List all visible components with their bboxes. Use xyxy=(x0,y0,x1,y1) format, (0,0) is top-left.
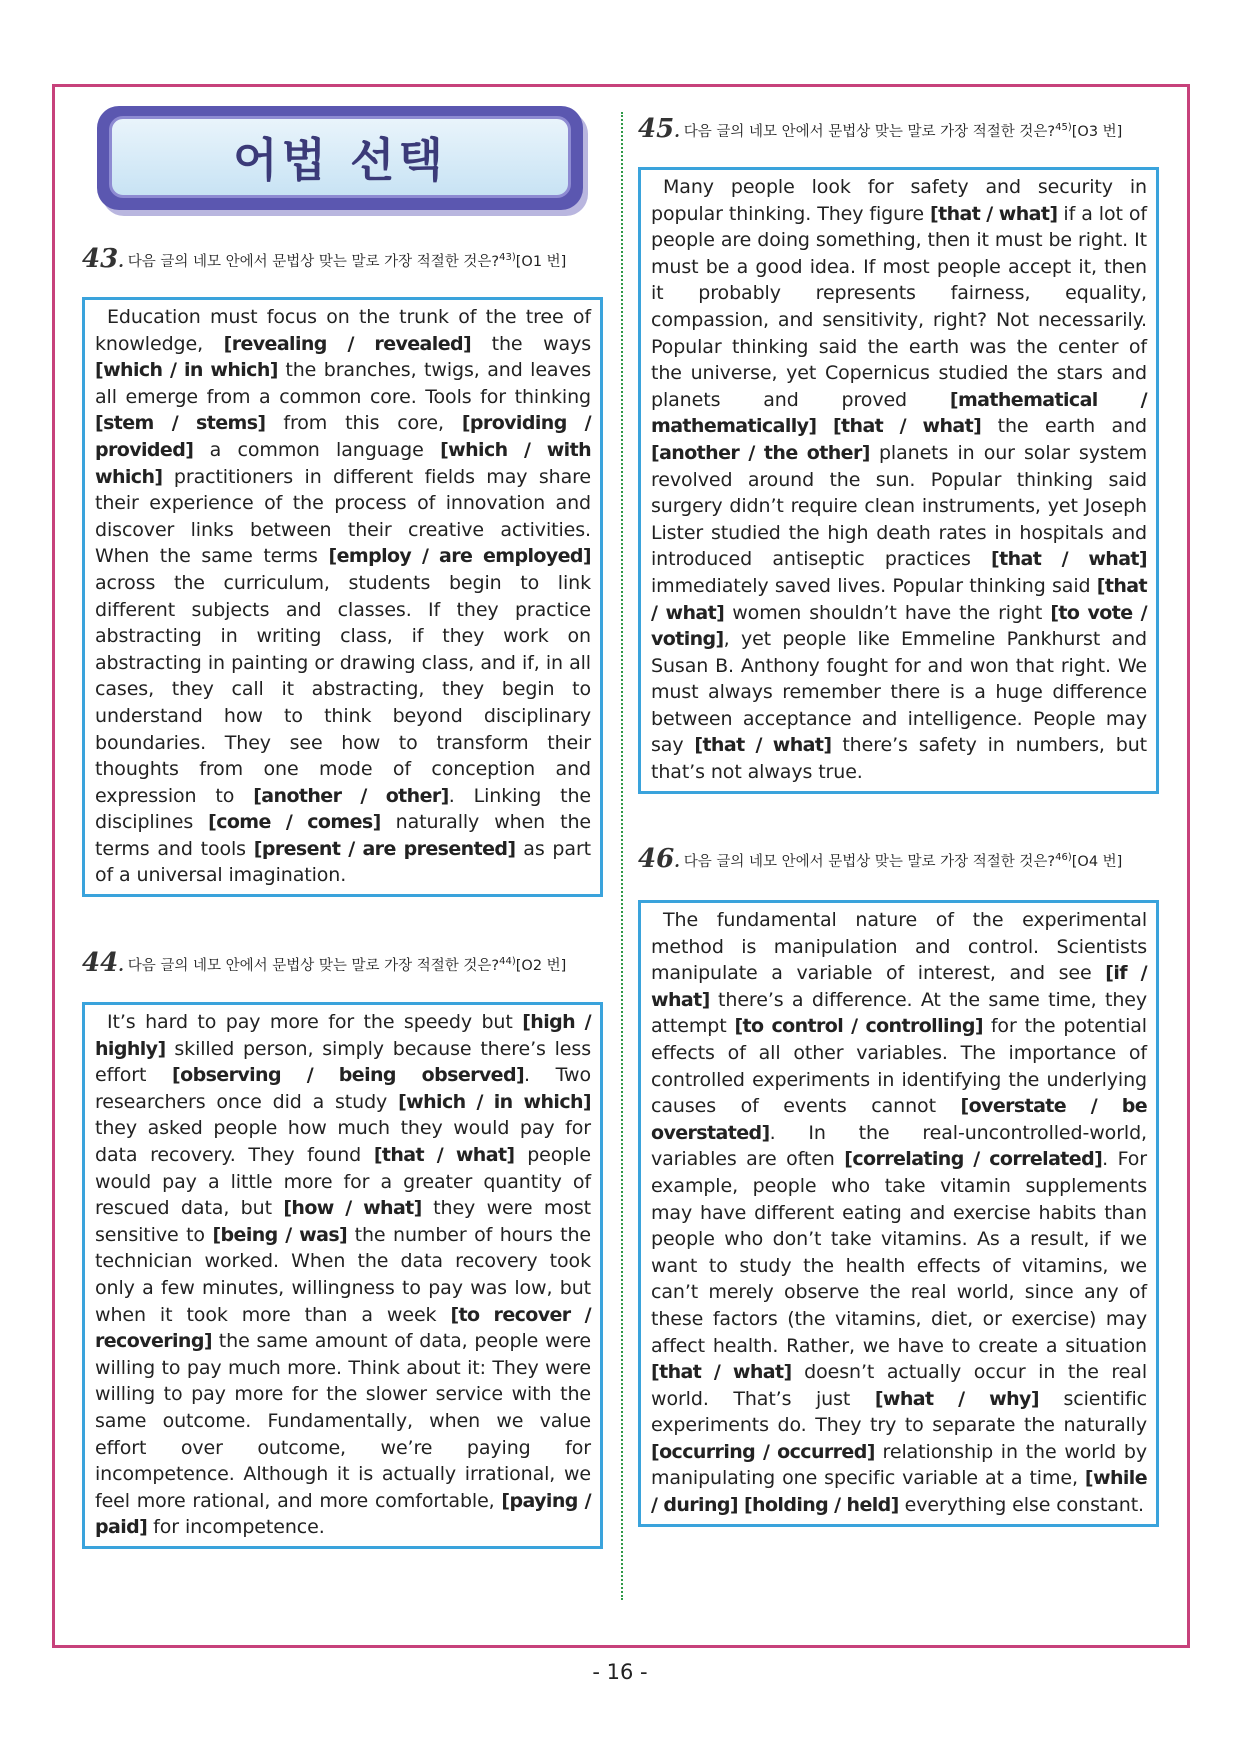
grammar-choice: [paying / paid] xyxy=(95,1489,591,1539)
grammar-choice: [another / other] xyxy=(253,784,449,807)
question-header xyxy=(82,246,608,275)
grammar-choice: [holding / held] xyxy=(743,1494,899,1517)
grammar-choice: [stem / stems] xyxy=(95,412,266,435)
passage-box xyxy=(638,900,1159,1527)
passage-text: Education must focus on the trunk of the tree of knowledge, [revealing / revealed] the ways [which / in which] the branches, twigs, and leaves all emerge from a common core. Tools for thinking [stem / stems] from this core, [providing / provided] a common language [which / with which] practitioners in different fields may share their experience of the process of innovation and discover links between their creative activities. When the same terms [employ / are employed] across the curriculum, students begin to link different subjects and classes. If they practice abstracting in writing class, if they work on abstracting in painting or drawing class, and if, in all cases, they call it abstracting, they begin to understand how to think beyond disciplinary boundaries. They see how to transform their thoughts from one mode of conception and expression to [another / other]. Linking the disciplines [come / comes] naturally when the terms and tools [present / are presented] as part of a universal imagination. xyxy=(95,306,592,887)
question-number: 45. xyxy=(638,114,680,144)
grammar-choice: [being / was] xyxy=(212,1223,348,1246)
section-banner-inner xyxy=(109,116,571,198)
question-number: 46. xyxy=(638,844,680,874)
grammar-choice: [overstate / be overstated] xyxy=(651,1095,1148,1144)
grammar-choice: [another / the other] xyxy=(651,441,870,464)
grammar-choice: [how / what] xyxy=(283,1197,422,1220)
grammar-choice: [that / what] xyxy=(651,1361,792,1384)
grammar-choice: [come / comes] xyxy=(208,811,381,834)
grammar-choice: [which / in which] xyxy=(398,1090,592,1113)
grammar-choice: [while / during] xyxy=(651,1467,1147,1517)
grammar-choice: [which / with which] xyxy=(95,438,591,488)
grammar-choice: [that / what] xyxy=(832,415,982,438)
grammar-choice: [to control / controlling] xyxy=(734,1015,983,1038)
section-title: 어법 선택 xyxy=(233,133,447,187)
grammar-choice: [present / are presented] xyxy=(253,837,516,860)
grammar-choice: [providing / provided] xyxy=(95,412,591,461)
question-header xyxy=(638,116,1164,145)
grammar-choice: [revealing / revealed] xyxy=(223,332,472,355)
section-banner xyxy=(97,106,583,210)
column-divider xyxy=(621,112,623,1600)
question-prompt: 다음 글의 네모 안에서 문법상 맞는 말로 가장 적절한 것은?$^{43)}$[O1 번] xyxy=(127,252,567,270)
grammar-choice: [occurring / occurred] xyxy=(651,1440,875,1463)
question-prompt: 다음 글의 네모 안에서 문법상 맞는 말로 가장 적절한 것은?$^{45)}$[O3 번] xyxy=(683,122,1123,140)
grammar-choice: [that / what] xyxy=(373,1143,515,1166)
grammar-choice: [that / what] xyxy=(991,548,1147,571)
grammar-choice: [if / what] xyxy=(651,962,1147,1011)
grammar-choice: [employ / are employed] xyxy=(328,545,592,568)
passage-box xyxy=(82,297,603,897)
grammar-choice: [observing / being observed] xyxy=(172,1064,525,1087)
grammar-choice: [correlating / correlated] xyxy=(844,1148,1103,1171)
grammar-choice: [that / what] xyxy=(651,574,1147,624)
question-header xyxy=(82,950,608,979)
question-prompt: 다음 글의 네모 안에서 문법상 맞는 말로 가장 적절한 것은?$^{44)}$[O2 번] xyxy=(127,956,567,974)
passage-box xyxy=(82,1002,603,1549)
page-number: - 16 - xyxy=(592,1660,648,1684)
grammar-choice: [mathematical / mathematically] xyxy=(651,388,1147,438)
grammar-choice: [to recover / recovering] xyxy=(95,1303,591,1353)
grammar-choice: [that / what] xyxy=(930,202,1058,225)
passage-text: Many people look for safety and security in popular thinking. They figure [that / what] if a lot of people are doing something, then it must be right. It must be a good idea. If most people accept it, then it probably represents fairness, equality, compassion, and sensitivity, right? Not necessarily. Popular thinking said the earth was the center of the universe, yet Copernicus studied the stars and planets and proved [mathematical / mathematically] [that / what] the earth and [another / the other] planets in our solar system revolved around the sun. Popular thinking said surgery didn’t require clean instruments, yet Joseph Lister studied the high death rates in hospitals and introduced antiseptic practices [that / what] immediately saved lives. Popular thinking said [that / what] women shouldn’t have the right [to vote / voting], yet people like Emmeline Pankhurst and Susan B. Anthony fought for and won that right. We must always remember there is a huge difference between acceptance and intelligence. People may say [that / what] there’s safety in numbers, but that’s not always true. xyxy=(651,176,1147,784)
question-number: 43. xyxy=(82,244,124,274)
grammar-choice: [that / what] xyxy=(694,734,832,757)
passage-text: It’s hard to pay more for the speedy but [high / highly] skilled person, simply because there’s less effort [observing / being observed]. Two researchers once did a study [which / in which] they asked people how much they would pay for data recovery. They found [that / what] people would pay a little more for a greater quantity of rescued data, but [how / what] they were most sensitive to [being / was] the number of hours the technician worked. When the data recovery took only a few minutes, willingness to pay was low, but when it took more than a week [to recover / recovering] the same amount of data, people were willing to pay much more. Think about it: They were willing to pay more for the slower service with the same outcome. Fundamentally, when we value effort over outcome, we’re paying for incompetence. Although it is actually irrational, we feel more rational, and more comfortable, [paying / paid] for incompetence. xyxy=(95,1011,592,1539)
grammar-choice: [to vote / voting] xyxy=(651,601,1147,651)
grammar-choice: [what / why] xyxy=(874,1387,1039,1410)
passage-box xyxy=(638,167,1159,794)
question-prompt: 다음 글의 네모 안에서 문법상 맞는 말로 가장 적절한 것은?$^{46)}$[O4 번] xyxy=(683,852,1123,870)
question-header xyxy=(638,846,1164,875)
passage-text: The fundamental nature of the experimental method is manipulation and control. Scientists manipulate a variable of interest, and see [if / what] there’s a difference. At the same time, they attempt [to control / controlling] for the potential effects of all other variables. The importance of controlled experiments in identifying the underlying causes of events cannot [overstate / be overstated]. In the real-uncontrolled-world, variables are often [correlating / correlated]. For example, people who take vitamin supplements may have different eating and exercise habits than people who don’t take vitamins. As a result, if we want to study the health effects of vitamins, we can’t merely observe the real world, since any of these factors (the vitamins, diet, or exercise) may affect health. Rather, we have to create a situation [that / what] doesn’t actually occur in the real world. That’s just [what / why] scientific experiments do. They try to separate the naturally [occurring / occurred] relationship in the world by manipulating one specific variable at a time, [while / during] [holding / held] everything else constant. xyxy=(651,909,1148,1517)
grammar-choice: [which / in which] xyxy=(95,359,278,382)
question-number: 44. xyxy=(82,948,124,978)
grammar-choice: [high / highly] xyxy=(95,1011,591,1060)
